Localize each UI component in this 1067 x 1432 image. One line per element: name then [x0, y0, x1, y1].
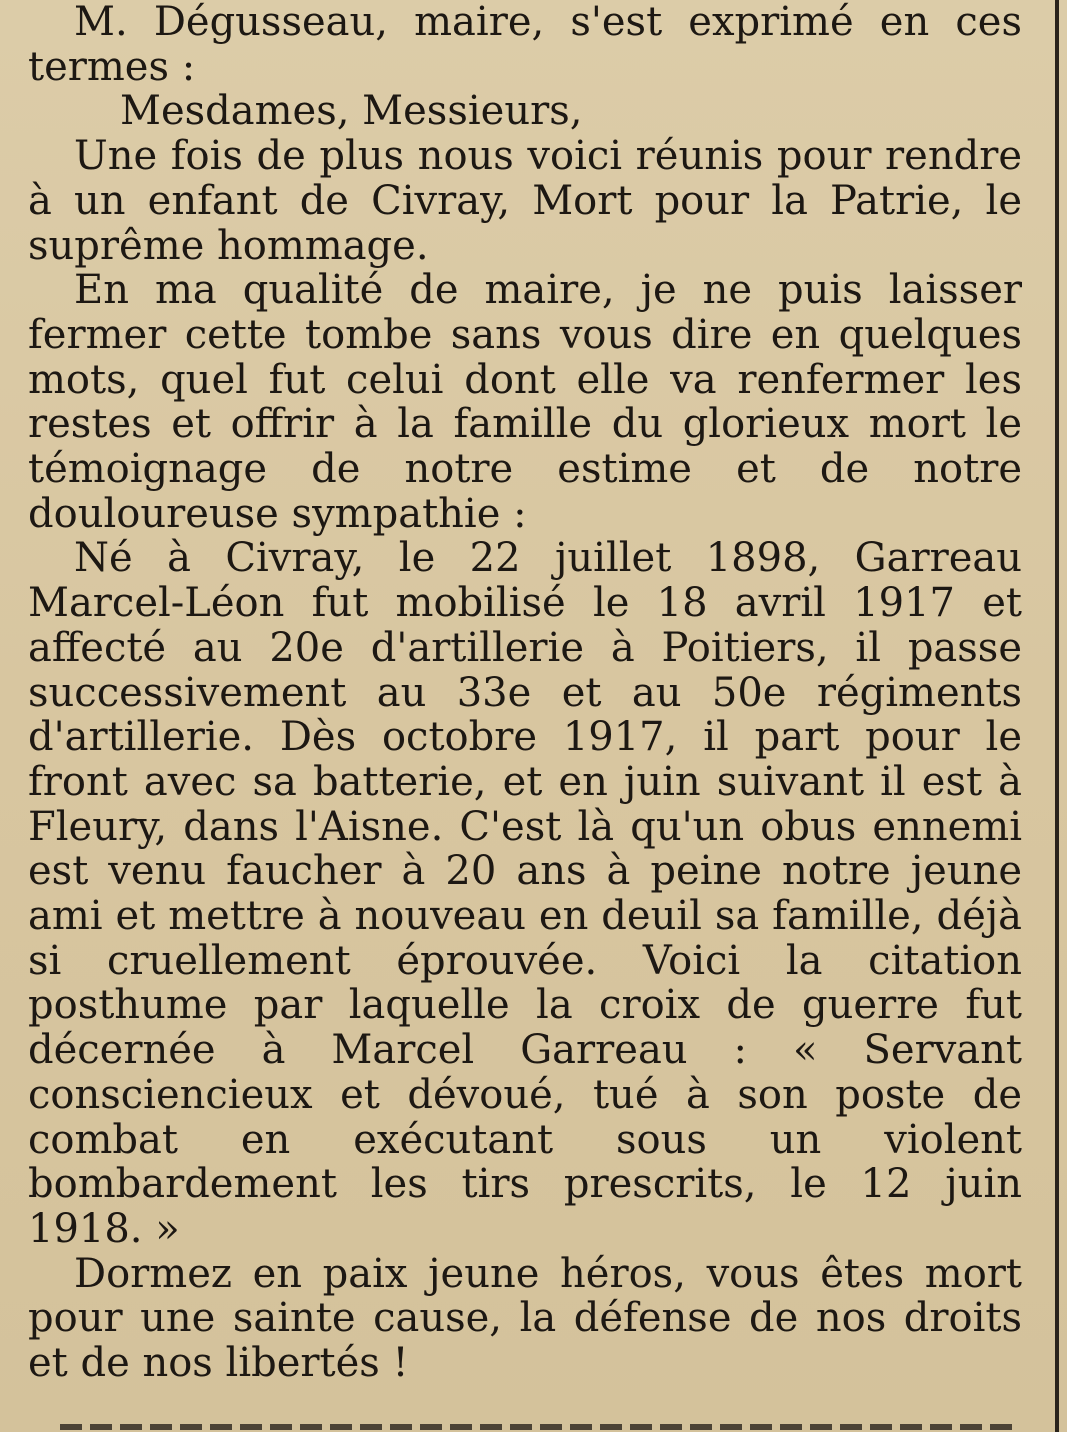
paragraph-1: Une fois de plus nous voici réunis pour rendre à un enfant de Civray, Mort pour la Patrie, le suprême hommage. — [28, 133, 1022, 269]
intro-paragraph: M. Dégusseau, maire, s'est exprimé en ces termes : — [28, 0, 1022, 90]
paragraph-3: Né à Civray, le 22 juillet 1898, Garreau Marcel-Léon fut mobilisé le 18 avril 1917 et affecté au 20e d'artillerie à Poitiers, il passe successivement au 33e et au 50e régiments d'artillerie. Dès octobre 1917, il part pour le front avec sa batterie, et en juin suivant il est à Fleury, dans l'Aisne. C'est là qu'un obus ennemi est venu faucher à 20 ans à peine notre jeune ami et mettre à nouveau en deuil sa famille, déjà si cruellement éprouvée. Voici la citation posthume par laquelle la croix de guerre fut décernée à Marcel Garreau : « Servant consciencieux et dévoué, tué à son poste de combat en exécutant sous un violent bombardement les tirs prescrits, le 12 juin 1918. » — [28, 535, 1022, 1252]
article-column — [28, 0, 1022, 1386]
paragraph-4: Dormez en paix jeune héros, vous êtes mort pour une sainte cause, la défense de nos droits et de nos libertés ! — [28, 1250, 1022, 1387]
paragraph-2: En ma qualité de maire, je ne puis laisser fermer cette tombe sans vous dire en quelques mots, quel fut celui dont elle va renfermer les restes et offrir à la famille du glorieux mort le témoignage de notre estime et de notre douloureuse sympathie : — [28, 267, 1022, 537]
cut-off-next-line — [60, 1418, 1020, 1432]
column-rule — [1055, 0, 1059, 1432]
salutation: Mesdames, Messieurs, — [120, 88, 583, 135]
